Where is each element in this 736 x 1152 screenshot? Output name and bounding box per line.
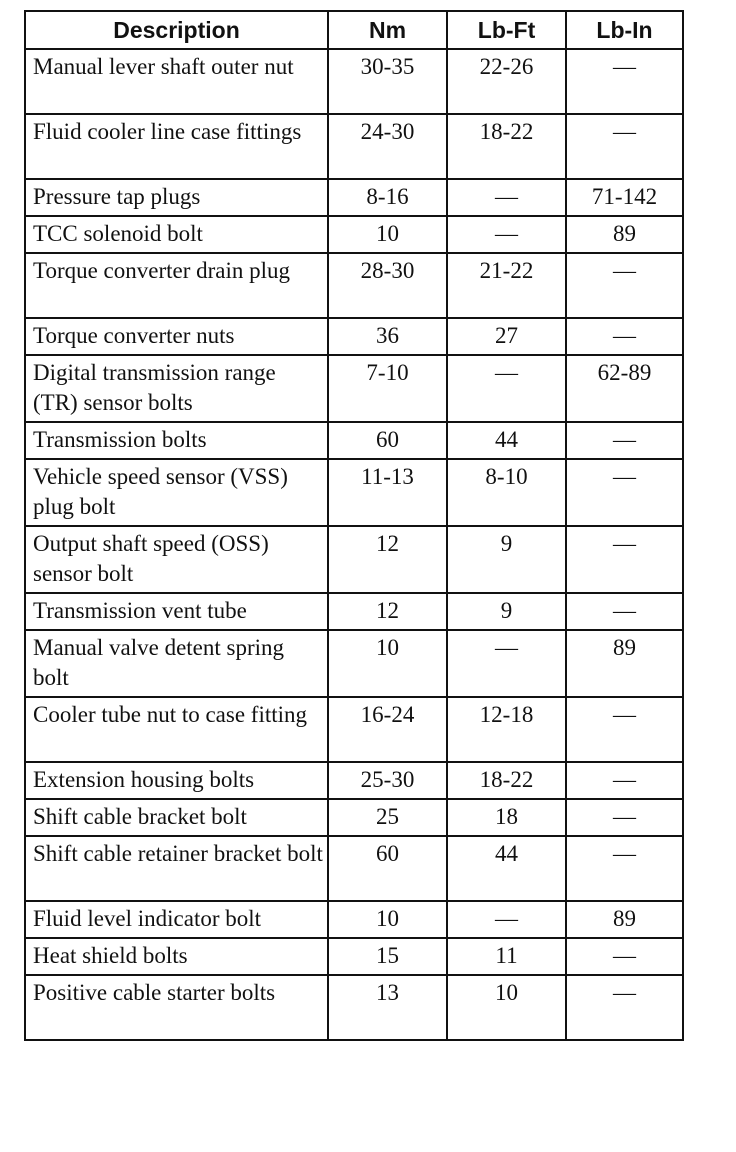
row-description: Manual lever shaft outer nut [25,49,328,114]
row-lb-in: — [566,938,683,975]
row-lb-in: — [566,799,683,836]
row-nm: 12 [328,593,447,630]
row-nm: 8-16 [328,179,447,216]
row-description: Manual valve detent spring bolt [25,630,328,697]
row-nm: 12 [328,526,447,593]
row-nm: 24-30 [328,114,447,179]
row-description: Positive cable starter bolts [25,975,328,1040]
row-nm: 28-30 [328,253,447,318]
row-lb-ft: — [447,216,566,253]
row-description: Pressure tap plugs [25,179,328,216]
table-row [25,630,683,697]
table-row [25,114,683,179]
row-lb-in: — [566,114,683,179]
row-lb-ft: 18 [447,799,566,836]
row-lb-ft: 9 [447,526,566,593]
header-lb-in: Lb-In [566,11,683,49]
row-lb-in: — [566,318,683,355]
row-description: Extension housing bolts [25,762,328,799]
row-nm: 60 [328,836,447,901]
row-lb-in: — [566,593,683,630]
row-lb-ft: — [447,355,566,422]
row-description: Vehicle speed sensor (VSS) plug bolt [25,459,328,526]
table-row [25,179,683,216]
row-lb-ft: 27 [447,318,566,355]
row-nm: 60 [328,422,447,459]
row-nm: 30-35 [328,49,447,114]
row-nm: 10 [328,901,447,938]
row-lb-in: — [566,975,683,1040]
table-row [25,318,683,355]
row-lb-in: 71-142 [566,179,683,216]
table-row [25,762,683,799]
row-lb-ft: 9 [447,593,566,630]
row-lb-ft: 11 [447,938,566,975]
row-lb-in: — [566,526,683,593]
table-row [25,253,683,318]
table-row [25,216,683,253]
table-row [25,593,683,630]
row-description: Transmission vent tube [25,593,328,630]
row-description: Transmission bolts [25,422,328,459]
table-row [25,901,683,938]
row-lb-ft: 21-22 [447,253,566,318]
row-description: Shift cable bracket bolt [25,799,328,836]
row-lb-ft: 12-18 [447,697,566,762]
row-description: Torque converter drain plug [25,253,328,318]
table-row [25,459,683,526]
row-lb-in: 62-89 [566,355,683,422]
table-row [25,697,683,762]
row-lb-in: — [566,49,683,114]
row-lb-ft: 44 [447,422,566,459]
row-lb-ft: — [447,630,566,697]
header-description: Description [25,11,328,49]
header-row [25,11,683,49]
row-description: Fluid cooler line case fittings [25,114,328,179]
header-lb-ft: Lb-Ft [447,11,566,49]
table-row [25,526,683,593]
row-description: Shift cable retainer bracket bolt [25,836,328,901]
row-lb-in: — [566,422,683,459]
row-description: Cooler tube nut to case fitting [25,697,328,762]
table-row [25,49,683,114]
table-row [25,355,683,422]
row-lb-ft: 10 [447,975,566,1040]
row-lb-ft: 44 [447,836,566,901]
table-row [25,975,683,1040]
row-description: Digital transmission range (TR) sensor bolts [25,355,328,422]
row-nm: 13 [328,975,447,1040]
torque-spec-table [24,10,684,1041]
row-nm: 7-10 [328,355,447,422]
row-nm: 10 [328,216,447,253]
row-lb-ft: — [447,179,566,216]
row-lb-ft: 8-10 [447,459,566,526]
table-row [25,938,683,975]
table-row [25,836,683,901]
row-lb-in: — [566,762,683,799]
row-description: Output shaft speed (OSS) sensor bolt [25,526,328,593]
header-nm: Nm [328,11,447,49]
row-nm: 25-30 [328,762,447,799]
row-nm: 15 [328,938,447,975]
row-lb-ft: — [447,901,566,938]
table-row [25,422,683,459]
row-lb-ft: 22-26 [447,49,566,114]
row-lb-in: — [566,459,683,526]
row-nm: 16-24 [328,697,447,762]
row-lb-in: 89 [566,630,683,697]
row-lb-in: 89 [566,216,683,253]
row-description: TCC solenoid bolt [25,216,328,253]
row-nm: 36 [328,318,447,355]
row-description: Heat shield bolts [25,938,328,975]
row-nm: 10 [328,630,447,697]
row-nm: 11-13 [328,459,447,526]
row-lb-in: — [566,836,683,901]
row-lb-in: — [566,253,683,318]
table-row [25,799,683,836]
row-lb-in: — [566,697,683,762]
row-lb-ft: 18-22 [447,114,566,179]
row-description: Torque converter nuts [25,318,328,355]
row-lb-ft: 18-22 [447,762,566,799]
row-description: Fluid level indicator bolt [25,901,328,938]
row-lb-in: 89 [566,901,683,938]
row-nm: 25 [328,799,447,836]
